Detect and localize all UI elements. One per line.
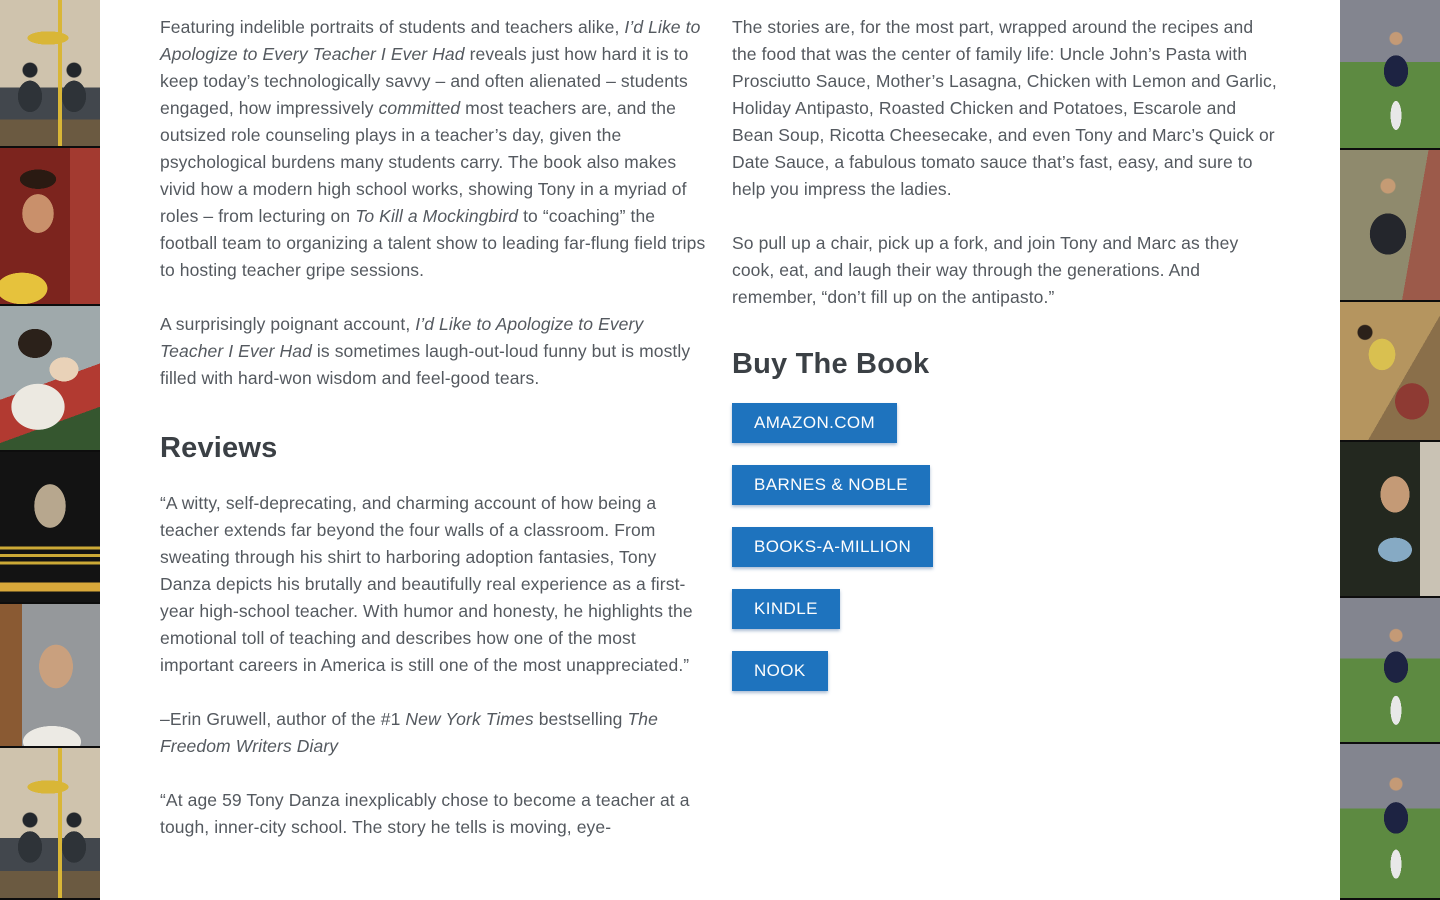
photo-eighties-cast: [1340, 302, 1440, 442]
nook-button[interactable]: NOOK: [732, 651, 828, 691]
amazon-button[interactable]: AMAZON.COM: [732, 403, 897, 443]
photo-danza-suit-tv: [1340, 150, 1440, 302]
book-description-paragraph-2: A surprisingly poignant account, I’d Like to Apologize to Every Teacher I Ever Had is sometimes laugh-out-loud funny but is mostly filled with hard-won wisdom and feel-good tears.: [160, 314, 691, 388]
kindle-button[interactable]: KINDLE: [732, 589, 840, 629]
content-area: [100, 0, 1340, 900]
photo-danza-baseball: [1340, 0, 1440, 150]
photo-danza-baseball-2: [1340, 598, 1440, 744]
review-quote-1: “A witty, self-deprecating, and charming account of how being a teacher extends far beyond the four walls of a classroom. From sweating through his shirt to harboring adoption fantasies, Tony Danza depicts his brutally and beautifully real experience as a first-year high-school teacher. With humor and honesty, he highlights the emotional toll of teaching and describes how one of the most important careers in America is still one of the most unappreciated.”: [160, 493, 693, 675]
reviews-heading: Reviews: [160, 432, 278, 464]
review-attribution-1: –Erin Gruwell, author of the #1 New York Times bestselling The Freedom Writers Diary: [160, 709, 658, 756]
photo-teacher-book-cover: [0, 452, 100, 604]
photo-danza-headshot: [0, 604, 100, 748]
left-photo-collage: [0, 0, 100, 900]
left-column: [160, 14, 708, 900]
photo-danza-hug: [0, 306, 100, 452]
photo-danza-baseball-3: [1340, 744, 1440, 900]
buy-button-group: [732, 403, 1280, 713]
book-description-paragraph-1: Featuring indelible portraits of students and teachers alike, I’d Like to Apologize to Every Teacher I Ever Had reveals just how hard it is to keep today’s technologically savvy – and often alienated – students engaged, how impressively committed most teachers are, and the outsized role counseling plays in a teacher’s day, given the psychological burdens many students carry. The book also makes vivid how a modern high school works, showing Tony in a myriad of roles – from lecturing on To Kill a Mockingbird to “coaching” the football team to organizing a talent show to leading far-flung field trips to hosting teacher gripe sessions.: [160, 17, 706, 280]
recipes-paragraph: The stories are, for the most part, wrapped around the recipes and the food that was the center of family life: Uncle John’s Pasta with Prosciutto Sauce, Mother’s Lasagna, Chicken with Lemon and Garlic, Holiday Antipasto, Roasted Chicken and Potatoes, Escarole and Bean Soup, Ricotta Cheesecake, and even Tony and Marc’s Quick or Date Sauce, a fabulous tomato sauce that’s fast, easy, and sure to help you impress the ladies.: [732, 17, 1277, 199]
photo-danza-father: [1340, 442, 1440, 598]
closing-paragraph: So pull up a chair, pick up a fork, and join Tony and Marc as they cook, eat, and laugh their way through the generations. And remember, “don’t fill up on the antipasto.”: [732, 233, 1239, 307]
barnes-noble-button[interactable]: BARNES & NOBLE: [732, 465, 930, 505]
books-a-million-button[interactable]: BOOKS-A-MILLION: [732, 527, 933, 567]
review-quote-2: “At age 59 Tony Danza inexplicably chose to become a teacher at a tough, inner-city school. The story he tells is moving, eye-: [160, 790, 690, 837]
right-photo-collage: [1340, 0, 1440, 900]
photo-good-cop-poster-2: [0, 748, 100, 900]
photo-young-danza: [0, 148, 100, 306]
photo-good-cop-poster: [0, 0, 100, 148]
right-column: [732, 14, 1280, 900]
buy-the-book-heading: Buy The Book: [732, 348, 930, 380]
